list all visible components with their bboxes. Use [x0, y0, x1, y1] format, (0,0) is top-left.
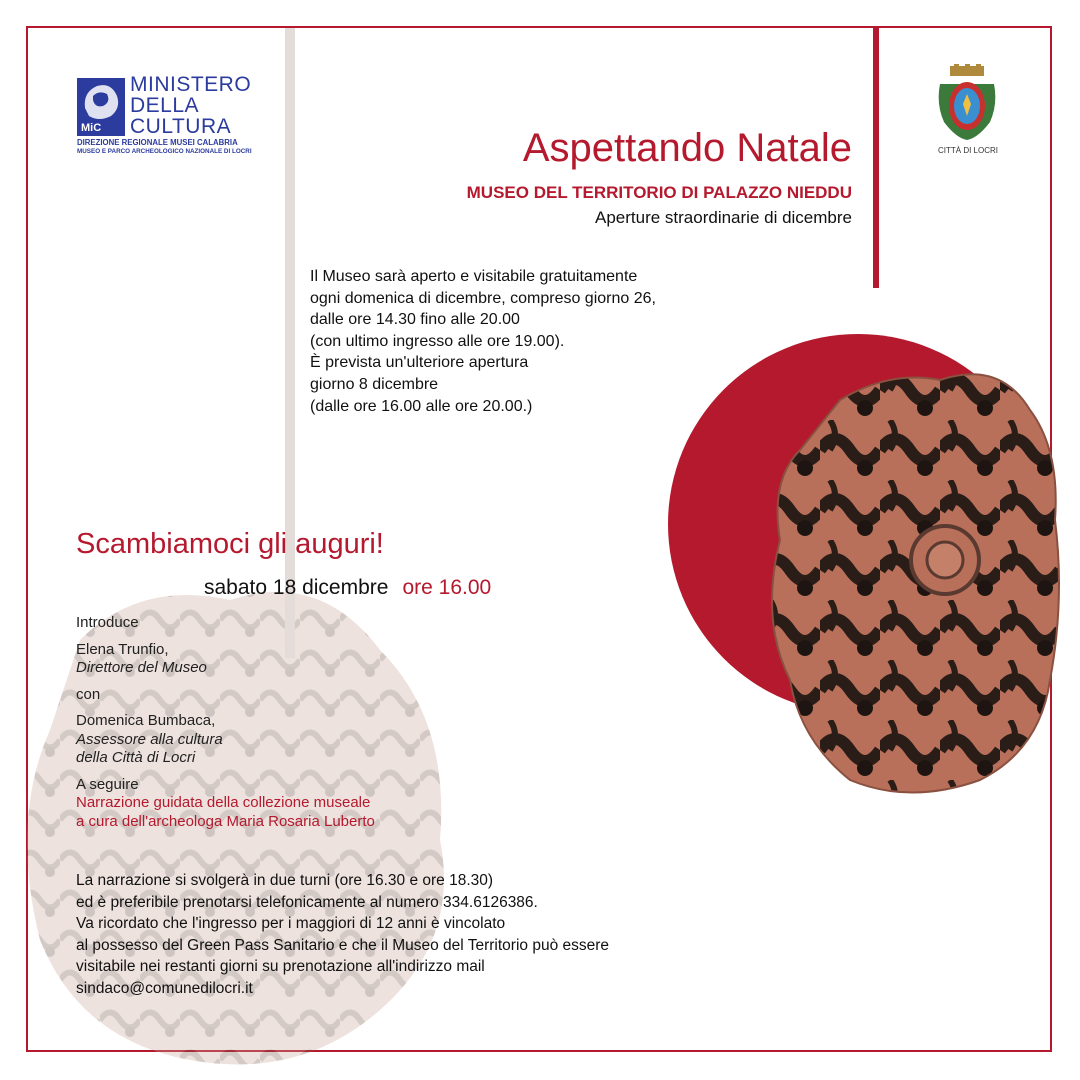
ministry-name	[130, 74, 251, 137]
museum-name: MUSEO DEL TERRITORIO DI PALAZZO NIEDDU	[466, 183, 852, 202]
event-datetime	[204, 576, 491, 600]
ministry-name-line: MINISTERO	[130, 73, 252, 96]
contact-email: sindaco@comunedilocri.it	[76, 979, 253, 997]
narration-title: a cura dell'archeologa Maria Rosaria Luberto	[76, 812, 375, 830]
city-crest-icon	[936, 64, 998, 147]
notes-line: ed è preferibile prenotarsi telefonicamente al numero 334.6126386.	[76, 893, 538, 911]
program	[76, 614, 375, 831]
event-heading: Scambiamoci gli auguri!	[76, 528, 384, 560]
decorative-red-bar	[873, 28, 879, 288]
intro-line: (dalle ore 16.00 alle ore 20.00.)	[310, 397, 533, 415]
ministry-logo-letters: MiC	[81, 122, 102, 134]
ministry-emblem-icon	[77, 78, 125, 136]
notes-line: visitabile nei restanti giorni su prenotazione all'indirizzo mail	[76, 958, 485, 975]
ministry-name-line: DELLA	[130, 94, 200, 117]
page-title: Aspettando Natale	[522, 126, 852, 170]
notes-line: La narrazione si svolgerà in due turni (ore 16.30 e ore 18.30)	[76, 872, 494, 889]
ministry-subtitle-line: DIREZIONE REGIONALE MUSEI CALABRIA	[77, 138, 238, 147]
intro-line: giorno 8 dicembre	[310, 375, 439, 393]
intro-paragraph	[310, 266, 656, 417]
booking-notes	[76, 870, 609, 999]
speaker2-name: Domenica Bumbaca,	[76, 712, 216, 729]
speaker2-role: della Città di Locri	[76, 749, 196, 766]
intro-line: dalle ore 14.30 fino alle 20.00	[310, 311, 520, 329]
event-time: ore 16.00	[402, 576, 492, 599]
speaker1-role: Direttore del Museo	[76, 659, 207, 676]
ministry-subtitle-line: MUSEO E PARCO ARCHEOLOGICO NAZIONALE DI LOCRI	[77, 148, 252, 155]
event-date: sabato 18 dicembre	[204, 576, 389, 599]
speaker1-name: Elena Trunfio,	[76, 640, 169, 658]
speaker2-role: Assessore alla cultura	[76, 730, 223, 748]
introduce-label: Introduce	[76, 614, 139, 631]
with-label: con	[76, 685, 101, 703]
narration-title: Narrazione guidata della collezione museale	[76, 794, 371, 811]
aperture-subtitle: Aperture straordinarie di dicembre	[594, 208, 852, 227]
ministry-logo	[77, 74, 262, 164]
pottery-shard-image	[760, 360, 1060, 800]
intro-line: (con ultimo ingresso alle ore 19.00).	[310, 332, 565, 350]
notes-line: Va ricordato che l'ingresso per i maggiori di 12 anni è vincolato	[76, 915, 506, 932]
follow-label: A seguire	[76, 775, 139, 793]
city-label: CITTÀ DI LOCRI	[937, 146, 998, 155]
intro-line: È prevista un'ulteriore apertura	[310, 354, 529, 372]
ministry-name-line: CULTURA	[130, 115, 232, 138]
ministry-subtitle	[77, 138, 252, 156]
decorative-gray-bar	[285, 28, 295, 658]
intro-line: Il Museo sarà aperto e visitabile gratuitamente	[310, 268, 638, 285]
intro-line: ogni domenica di dicembre, compreso giorno 26,	[310, 289, 656, 307]
notes-line: al possesso del Green Pass Sanitario e che il Museo del Territorio può essere	[76, 936, 610, 954]
